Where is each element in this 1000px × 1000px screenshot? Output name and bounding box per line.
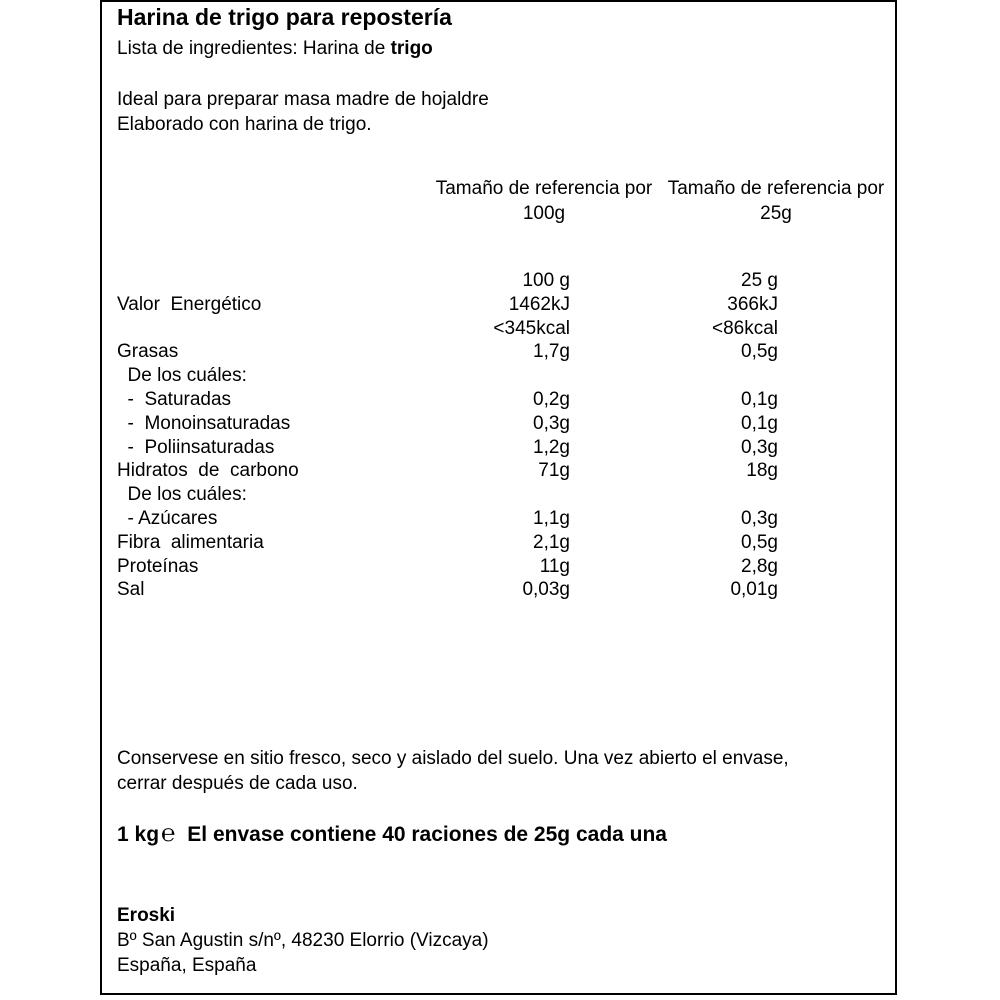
value-per-25g: 18g — [746, 460, 778, 482]
nutrition-row — [0, 294, 1000, 318]
value-per-100g: 0,03g — [522, 579, 570, 601]
nutrition-col2-header — [660, 176, 892, 226]
ingredients-list — [117, 38, 433, 60]
value-per-25g: 0,5g — [741, 531, 778, 553]
nutrition-row — [0, 437, 1000, 461]
nutrient-label: - Poliinsaturadas — [117, 436, 275, 458]
storage-line-1: Conservese en sitio fresco, seco y aislado del suelo. Una vez abierto el envase, — [117, 748, 789, 769]
col1-header-line-1: Tamaño de referencia por — [435, 178, 653, 199]
value-per-100g: 11g — [539, 555, 570, 577]
nutrition-row — [0, 365, 1000, 389]
nutrient-label: De los cuáles: — [117, 365, 247, 387]
description-line-1: Ideal para preparar masa madre de hojaldre — [117, 89, 489, 110]
value-per-100g: 0,3g — [533, 412, 570, 434]
value-per-25g: 25 g — [741, 270, 778, 291]
value-per-100g: 1462kJ — [508, 293, 570, 315]
value-per-25g: 2,8g — [741, 555, 778, 577]
value-per-100g: <345kcal — [493, 317, 570, 339]
package-info — [117, 820, 667, 848]
col2-header-line-1: Tamaño de referencia por — [667, 178, 885, 199]
description-line-2: Elaborado con harina de trigo. — [117, 114, 372, 135]
value-per-100g: 0,2g — [533, 389, 570, 410]
servings-text: El envase contiene 40 raciones de 25g cada una — [181, 823, 667, 846]
value-per-100g: 1,7g — [533, 341, 570, 363]
value-per-25g: 366kJ — [727, 293, 778, 315]
ingredients-allergen: trigo — [390, 38, 433, 59]
nutrition-row — [0, 484, 1000, 508]
nutrition-row — [0, 556, 1000, 580]
product-title: Harina de trigo para repostería — [117, 4, 452, 30]
nutrition-row — [0, 389, 1000, 413]
nutrient-label: Sal — [117, 579, 145, 601]
value-per-25g: 0,3g — [741, 436, 778, 458]
value-per-25g: 0,1g — [741, 412, 778, 434]
nutrition-row — [0, 579, 1000, 603]
nutrition-row — [0, 318, 1000, 342]
value-per-100g: 71g — [538, 460, 570, 482]
estimated-sign-icon: ℮ — [161, 820, 176, 847]
value-per-100g: 1,2g — [533, 436, 570, 458]
nutrition-col1-header — [428, 176, 660, 226]
nutrient-label: - Saturadas — [117, 389, 232, 410]
company-address: Bº San Agustin s/nº, 48230 Elorrio (Vizcaya) — [117, 930, 489, 951]
package-weight: 1 kg — [117, 823, 160, 846]
nutrient-label: Fibra alimentaria — [117, 531, 264, 553]
col2-header-line-2: 25g — [760, 203, 792, 224]
value-per-100g: 2,1g — [533, 531, 570, 553]
nutrient-label: Hidratos de carbono — [117, 460, 299, 482]
nutrition-row — [0, 508, 1000, 532]
storage-line-2: cerrar después de cada uso. — [117, 773, 358, 794]
value-per-100g: 100 g — [522, 270, 570, 291]
value-per-100g: 1,1g — [533, 508, 570, 529]
nutrition-row — [0, 413, 1000, 437]
col1-header-line-2: 100g — [522, 203, 566, 224]
company-country: España, España — [117, 955, 257, 976]
value-per-25g: 0,1g — [741, 389, 778, 410]
nutrient-label: Proteínas — [117, 555, 199, 577]
nutrient-label: Valor Energético — [117, 293, 262, 315]
nutrient-label: - Monoinsaturadas — [117, 412, 291, 434]
ingredients-prefix: Lista de ingredientes: Harina de — [117, 38, 391, 59]
value-per-25g: 0,3g — [741, 508, 778, 529]
nutrition-row — [0, 270, 1000, 294]
company-name: Eroski — [117, 905, 176, 926]
nutrition-row — [0, 532, 1000, 556]
nutrient-label: Grasas — [117, 341, 179, 363]
value-per-25g: 0,5g — [741, 341, 778, 363]
nutrient-label: De los cuáles: — [117, 484, 247, 506]
storage-instructions — [117, 746, 789, 796]
nutrition-row — [0, 460, 1000, 484]
nutrient-label: - Azúcares — [117, 508, 218, 529]
value-per-25g: 0,01g — [730, 579, 778, 601]
nutrition-row — [0, 341, 1000, 365]
value-per-25g: <86kcal — [711, 317, 778, 339]
